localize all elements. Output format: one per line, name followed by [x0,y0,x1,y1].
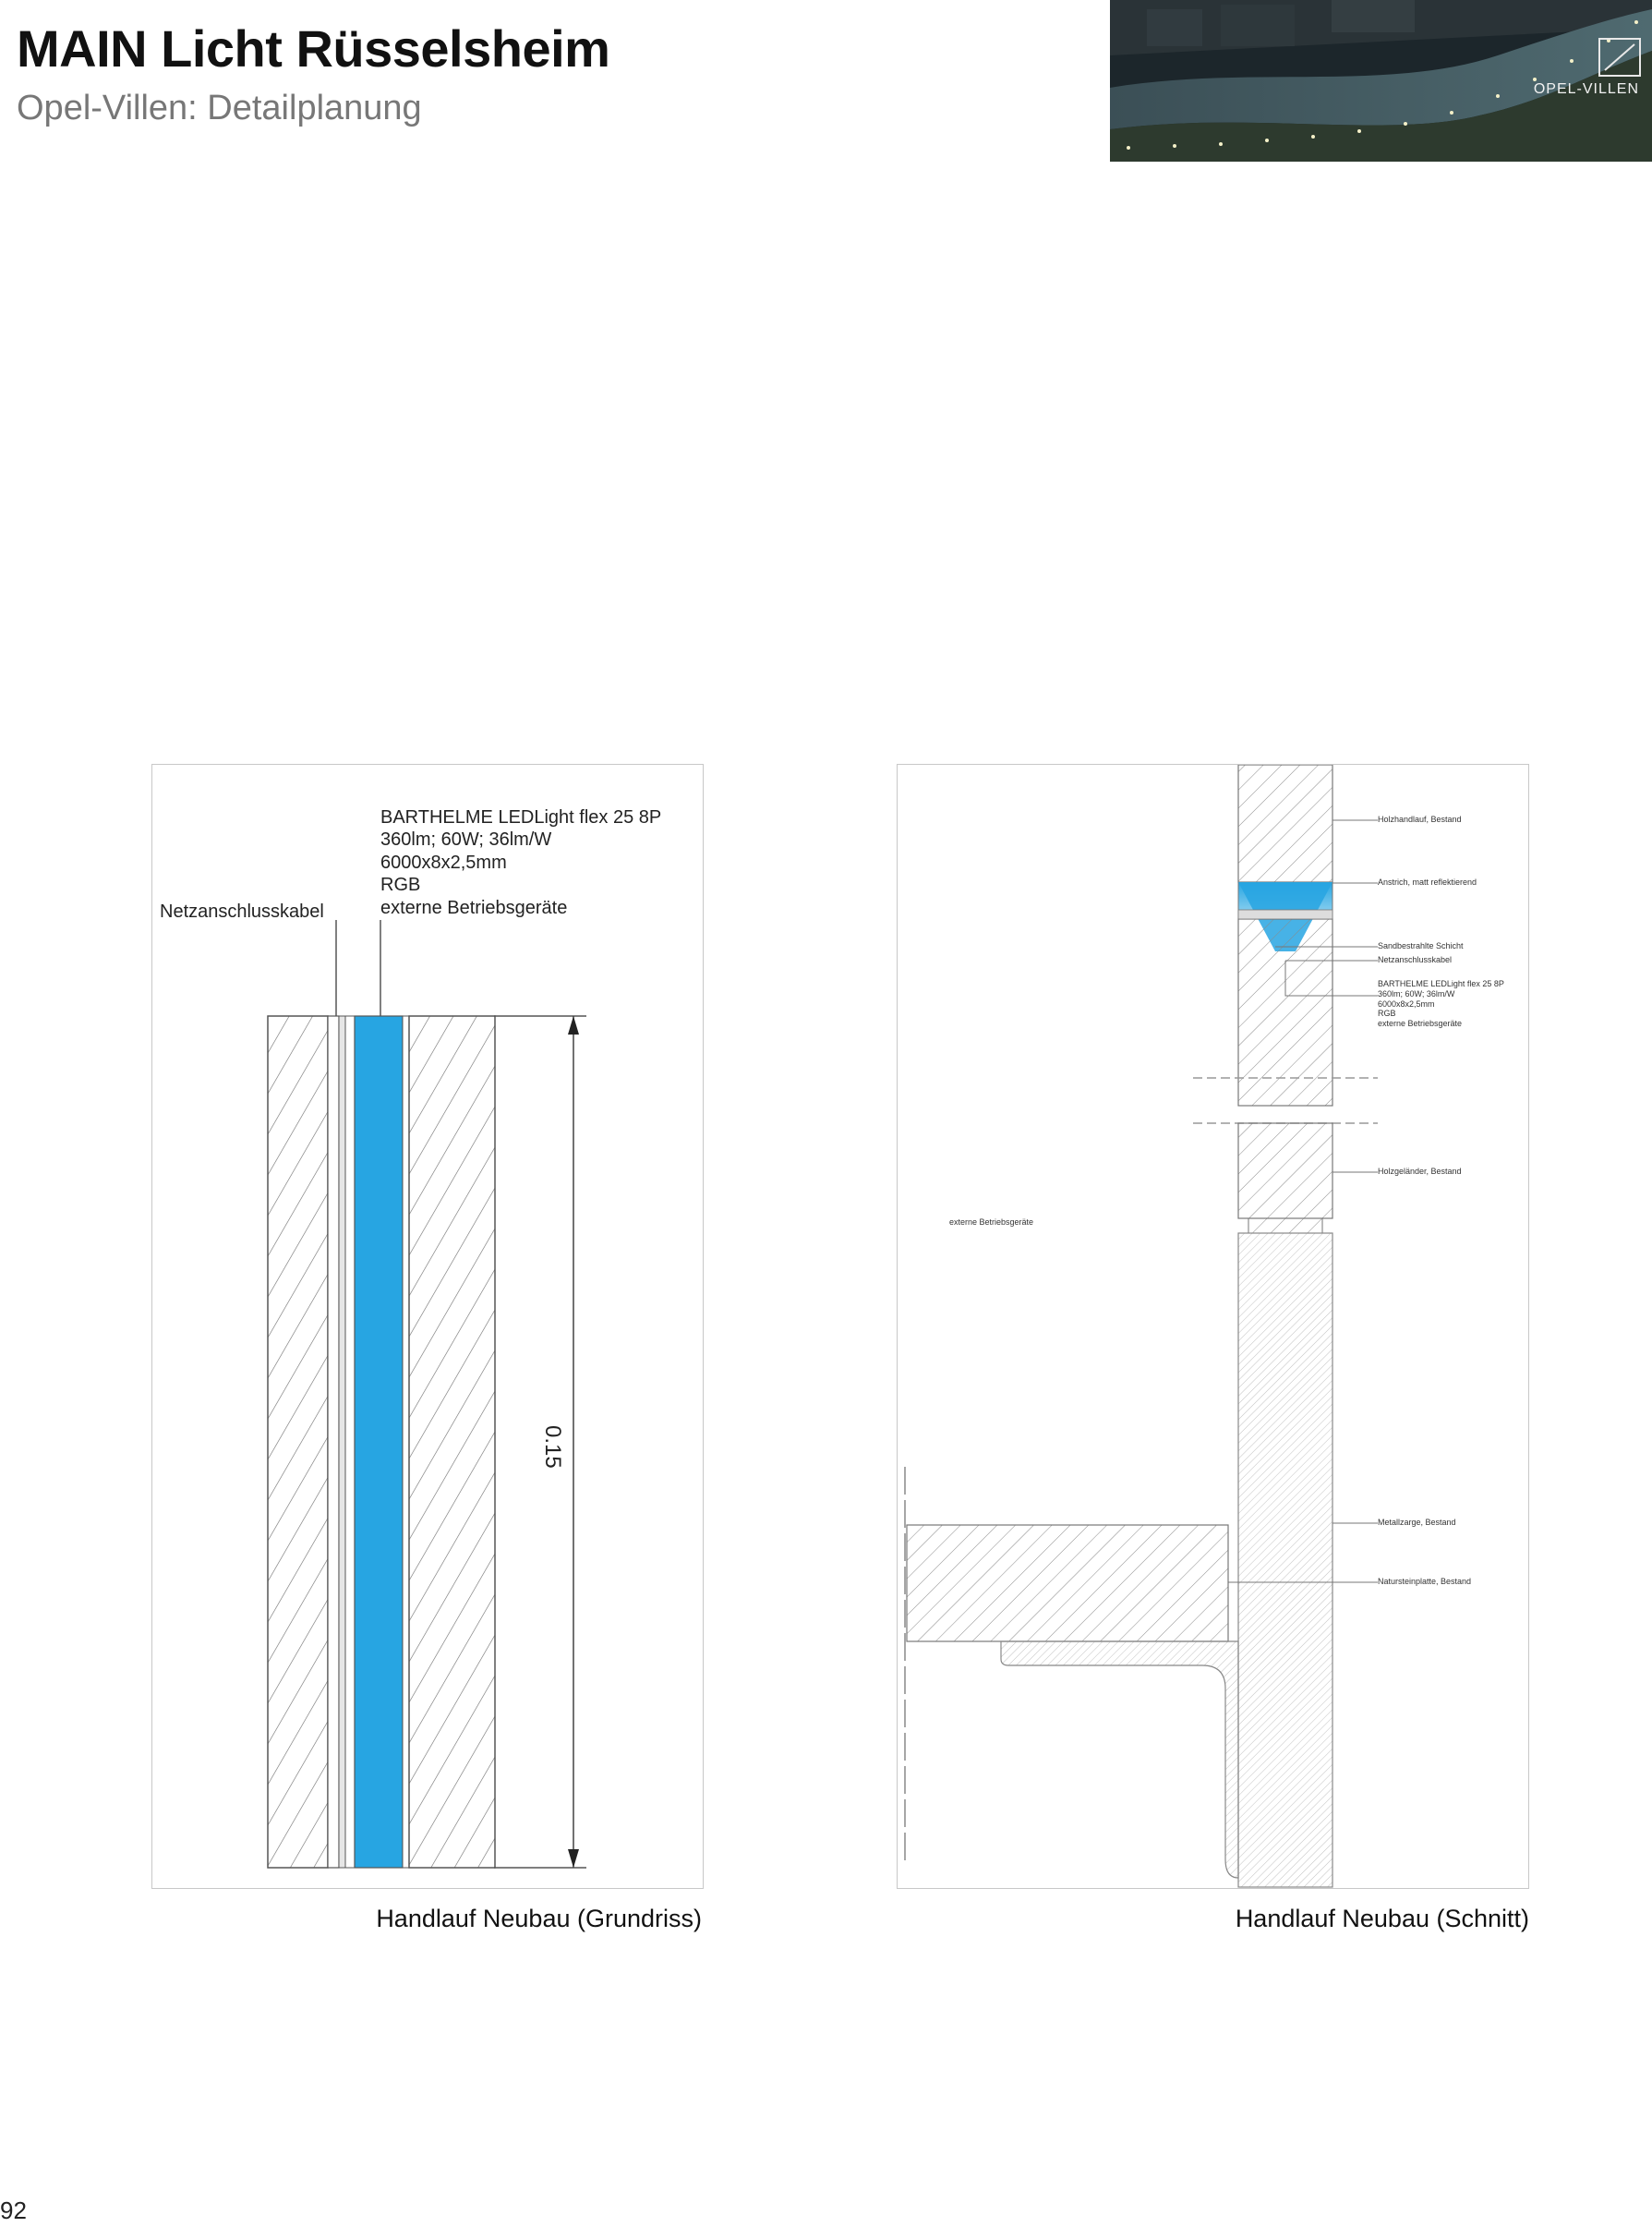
hero-aerial-image [1110,0,1652,162]
label-kabel: Netzanschlusskabel [1378,955,1453,964]
label-holzgelaender: Holzgeländer, Bestand [1378,1167,1462,1176]
label-sandschicht: Sandbestrahlte Schicht [1378,941,1464,950]
page-subtitle: Opel-Villen: Detailplanung [17,89,422,127]
led-strip [355,1016,403,1868]
product-spec-label: BARTHELME LEDLight flex 25 8P 360lm; 60W; 36lm/W 6000x8x2,5mm RGB externe Betriebsgeräte [380,807,662,918]
page-number: 92 [0,2197,27,2224]
label-externe: externe Betriebsgeräte [949,1217,1034,1227]
hero-logo-label: OPEL-VILLEN [1533,81,1639,97]
section-caption: Handlauf Neubau (Schnitt) [1235,1905,1529,1932]
cable-label: Netzanschlusskabel [160,902,324,922]
label-naturstein: Natursteinplatte, Bestand [1378,1577,1472,1586]
plan-drawing [151,764,704,1889]
wood-section-right [409,1016,495,1868]
label-anstrich: Anstrich, matt reflektierend [1378,877,1477,887]
dimension-label: 0.15 [540,1425,565,1469]
section-drawing [897,764,1529,1889]
plan-caption: Handlauf Neubau (Grundriss) [376,1905,702,1932]
page-title: MAIN Licht Rüsselsheim [17,19,610,78]
label-metallzarge: Metallzarge, Bestand [1378,1518,1456,1527]
label-holzhandlauf: Holzhandlauf, Bestand [1378,815,1462,824]
label-product: BARTHELME LEDLight flex 25 8P 360lm; 60W; 36lm/W 6000x8x2,5mm RGB externe Betriebsgeräte [1378,979,1504,1029]
wood-section-left [268,1016,328,1868]
